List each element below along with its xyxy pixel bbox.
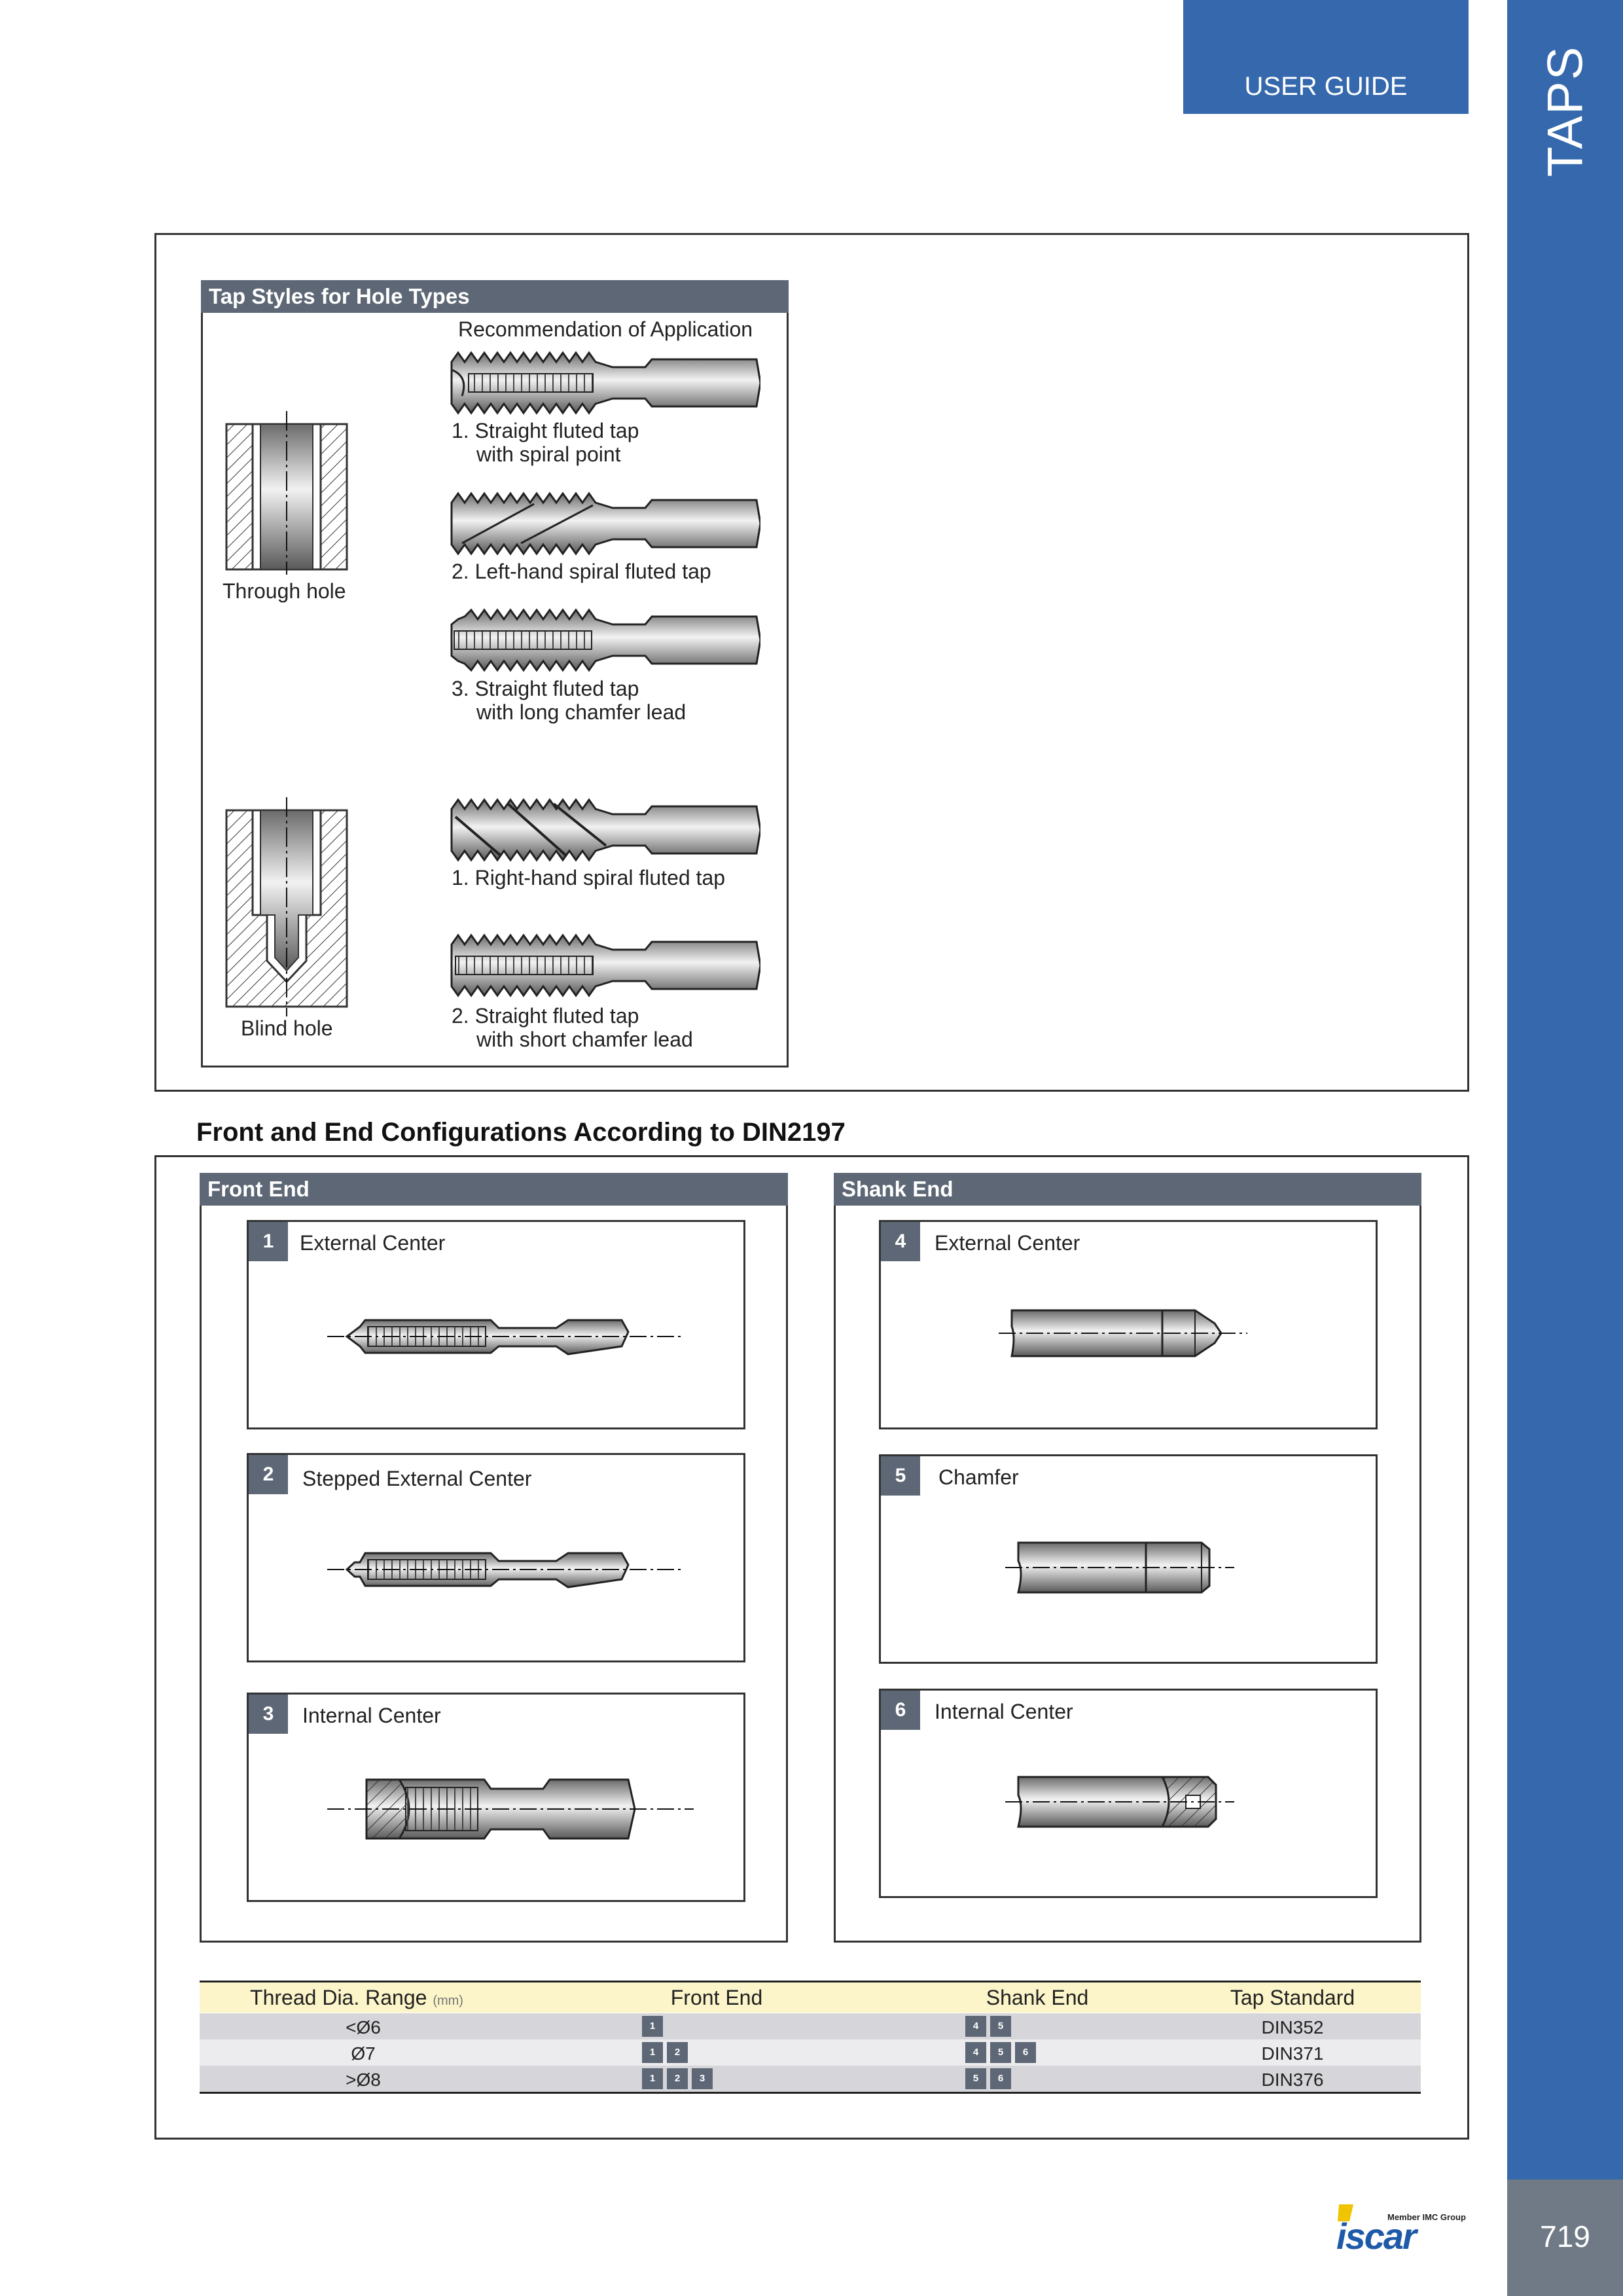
shank-item-4-badge: 4 — [881, 1222, 920, 1261]
row-3-standard: DIN376 — [1261, 2070, 1324, 2090]
table-bottom-rule — [200, 2092, 1421, 2094]
through-tap-3-line2: with long chamfer lead — [476, 700, 687, 724]
row-1-shank-chip-2: 5 — [990, 2016, 1011, 2037]
row-2-range: Ø7 — [351, 2043, 376, 2064]
through-tap-1-num: 1. — [452, 419, 469, 442]
front-end-title: Front End — [200, 1173, 788, 1206]
straight-spiral-point-tap-drawing — [449, 350, 760, 416]
row-3-shank-chip-1: 5 — [965, 2068, 986, 2089]
blind-hole-label: Blind hole — [241, 1016, 333, 1040]
blind-tap-2-num: 2. — [452, 1004, 469, 1028]
through-tap-2-num: 2. — [452, 560, 469, 583]
front-internal-center-drawing — [327, 1767, 694, 1852]
shank-chamfer-drawing — [1005, 1535, 1254, 1607]
shank-item-4-label: External Center — [935, 1231, 1080, 1255]
header-shank: Shank End — [986, 1986, 1089, 2009]
shank-item-6-box — [879, 1689, 1378, 1898]
through-tap-1-caption — [452, 419, 639, 466]
side-title-text: TAPS — [1537, 45, 1593, 177]
row-1-standard: DIN352 — [1261, 2017, 1324, 2037]
blind-tap-2-line1: Straight fluted tap — [474, 1004, 639, 1028]
through-hole-label: Through hole — [223, 579, 346, 603]
row-2-shank-chip-3: 6 — [1015, 2042, 1036, 2063]
side-title — [1507, 0, 1623, 216]
front-item-3-box — [247, 1693, 745, 1902]
side-bar — [1507, 0, 1623, 2296]
configurations-title: Front and End Configurations According to DIN2197 — [196, 1118, 846, 1147]
row-3-front-chip-1: 1 — [642, 2068, 663, 2089]
svg-text:iscar: iscar — [1336, 2215, 1416, 2251]
through-tap-1-line1: Straight fluted tap — [474, 419, 639, 442]
header-front: Front End — [670, 1986, 763, 2009]
shank-item-5-badge: 5 — [881, 1456, 920, 1496]
page-number-box — [1507, 2179, 1623, 2296]
row-2-shank-chip-1: 4 — [965, 2042, 986, 2063]
row-3-shank-chip-2: 6 — [990, 2068, 1011, 2089]
shank-item-4-box — [879, 1220, 1378, 1429]
header-range-text: Thread Dia. Range — [250, 1986, 427, 2009]
page-number: 719 — [1540, 2219, 1590, 2253]
front-item-1-badge: 1 — [249, 1222, 288, 1261]
front-stepped-center-drawing — [327, 1534, 681, 1605]
shank-item-6-label: Internal Center — [935, 1700, 1073, 1723]
iscar-logo — [1336, 2199, 1471, 2251]
long-chamfer-tap-drawing — [449, 607, 760, 673]
shank-external-center-drawing — [999, 1300, 1247, 1372]
application-heading: Recommendation of Application — [458, 317, 753, 341]
blind-tap-2-caption — [452, 1004, 693, 1051]
blind-tap-1-num: 1. — [452, 866, 469, 889]
table-row — [200, 2039, 1421, 2066]
through-hole-drawing — [221, 411, 352, 575]
table-row — [200, 2066, 1421, 2092]
header-range — [200, 1986, 514, 2010]
user-guide-label: USER GUIDE — [1244, 72, 1408, 101]
logo-tagline: Member IMC Group — [1387, 2212, 1466, 2222]
front-item-3-badge: 3 — [249, 1695, 288, 1734]
row-2-front-chip-2: 2 — [667, 2042, 688, 2063]
short-chamfer-tap-drawing — [449, 933, 760, 998]
table-row — [200, 2013, 1421, 2039]
right-hand-spiral-tap-drawing — [449, 797, 760, 863]
shank-item-6-badge: 6 — [881, 1691, 920, 1730]
row-2-front-chip-1: 1 — [642, 2042, 663, 2063]
blind-tap-2-line2: with short chamfer lead — [476, 1028, 693, 1051]
hole-types-title: Tap Styles for Hole Types — [201, 280, 789, 313]
shank-item-5-label: Chamfer — [938, 1465, 1019, 1489]
shank-internal-center-drawing — [1005, 1769, 1254, 1841]
user-guide-tab — [1183, 0, 1469, 114]
shank-item-5-box — [879, 1454, 1378, 1664]
table-header-row — [200, 1982, 1421, 2013]
through-tap-1-line2: with spiral point — [476, 442, 621, 466]
blind-hole-drawing — [221, 797, 352, 1020]
through-tap-3-caption — [452, 677, 686, 724]
row-3-front-chip-3: 3 — [692, 2068, 713, 2089]
through-tap-3-num: 3. — [452, 677, 469, 700]
row-1-front-chip-1: 1 — [642, 2016, 663, 2037]
row-2-standard: DIN371 — [1261, 2043, 1324, 2064]
shank-end-title: Shank End — [834, 1173, 1421, 1206]
through-tap-3-line1: Straight fluted tap — [474, 677, 639, 700]
blind-tap-1-caption — [452, 866, 725, 889]
row-2-shank-chip-2: 5 — [990, 2042, 1011, 2063]
row-1-shank-chip-1: 4 — [965, 2016, 986, 2037]
row-3-front-chip-2: 2 — [667, 2068, 688, 2089]
front-item-2-badge: 2 — [249, 1455, 288, 1494]
header-range-unit: (mm) — [433, 1994, 463, 2008]
row-3-range: >Ø8 — [346, 2070, 381, 2090]
front-item-2-box — [247, 1453, 745, 1662]
header-standard: Tap Standard — [1230, 1986, 1355, 2009]
through-tap-2-line1: Left-hand spiral fluted tap — [474, 560, 711, 583]
blind-tap-1-line1: Right-hand spiral fluted tap — [474, 866, 726, 889]
front-external-center-drawing — [327, 1300, 681, 1372]
front-item-1-box — [247, 1220, 745, 1429]
left-hand-spiral-tap-drawing — [449, 491, 760, 556]
row-1-range: <Ø6 — [346, 2017, 381, 2037]
iscar-logo-mark — [1336, 2199, 1471, 2251]
through-tap-2-caption — [452, 560, 711, 583]
front-item-1-label: External Center — [300, 1231, 446, 1255]
front-item-2-label: Stepped External Center — [302, 1467, 532, 1490]
front-item-3-label: Internal Center — [302, 1704, 441, 1727]
